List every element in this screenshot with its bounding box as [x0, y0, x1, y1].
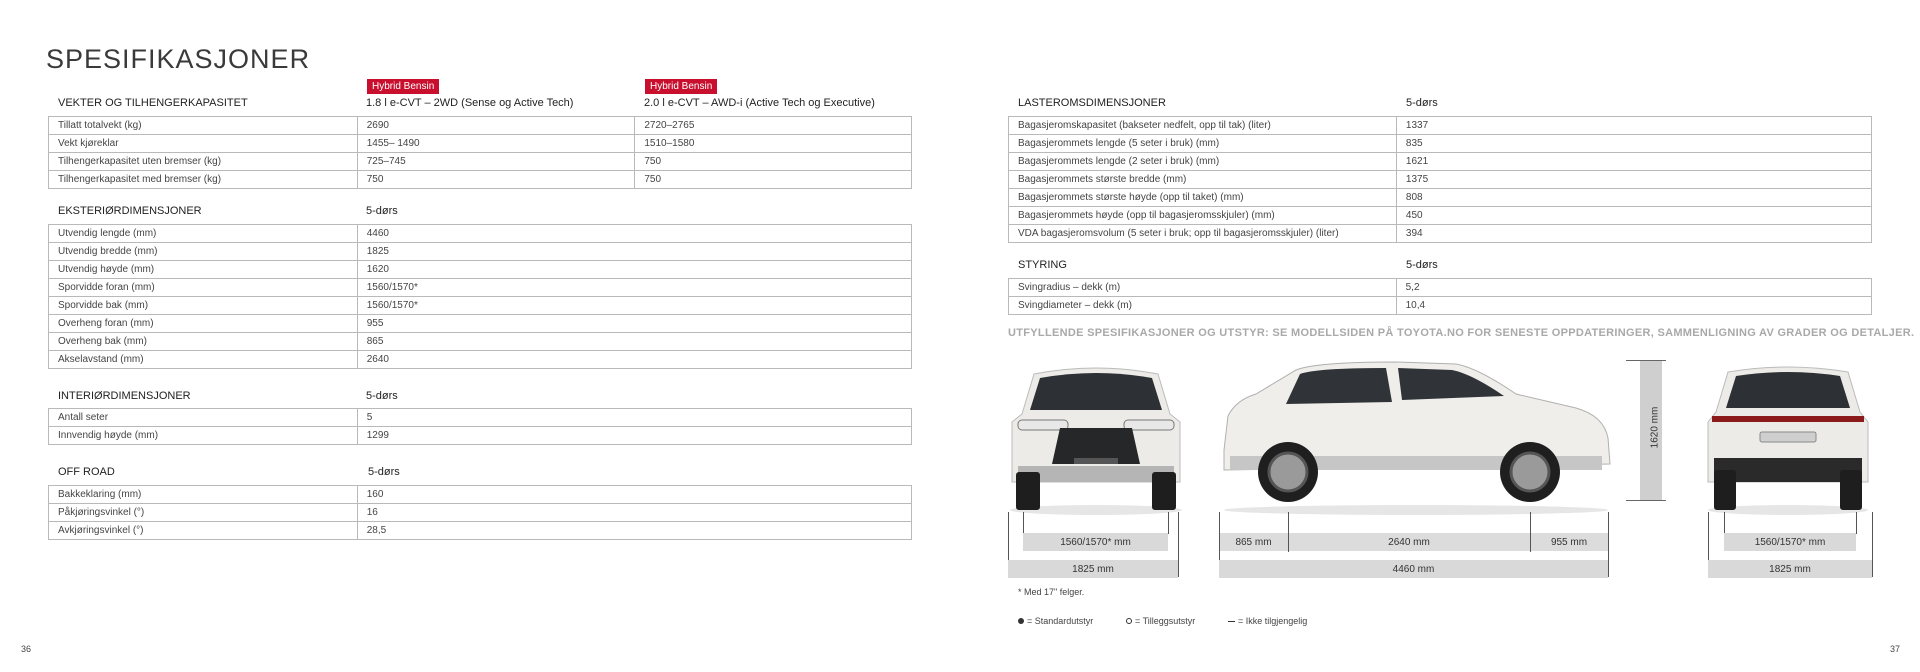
length-bar: 4460 mm — [1219, 560, 1608, 578]
rear-track-right-line — [1856, 512, 1857, 534]
row-label: Innvendig høyde (mm) — [49, 427, 358, 445]
row-label: Utvendig lengde (mm) — [49, 225, 358, 243]
table-row — [49, 522, 912, 540]
table-row — [49, 171, 912, 189]
hollow-dot-icon — [1126, 618, 1132, 624]
row-label: Bagasjerommets største bredde (mm) — [1009, 171, 1397, 189]
steering-table — [1008, 278, 1872, 315]
front-width-bar: 1825 mm — [1008, 560, 1178, 578]
row-value: 1455– 1490 — [357, 135, 635, 153]
row-label: Tilhengerkapasitet med bremser (kg) — [49, 171, 358, 189]
row-value: 808 — [1396, 189, 1871, 207]
row-label: Bakkeklaring (mm) — [49, 486, 358, 504]
car-side-view-image — [1216, 360, 1616, 516]
row-value: 10,4 — [1396, 297, 1871, 315]
row-value: 1337 — [1396, 117, 1871, 135]
car-rear-view-image — [1704, 362, 1872, 516]
legend-optional — [1126, 616, 1195, 626]
front-track-bar: 1560/1570* mm — [1023, 533, 1168, 551]
weights-heading: VEKTER OG TILHENGERKAPASITET — [58, 97, 248, 109]
table-row — [1009, 135, 1872, 153]
table-row — [49, 153, 912, 171]
table-row — [1009, 153, 1872, 171]
row-label: Bagasjerommets største høyde (opp til taket) (mm) — [1009, 189, 1397, 207]
page-number-left: 36 — [21, 644, 32, 654]
legend-optional-label: = Tilleggsutstyr — [1135, 616, 1196, 626]
page-title: SPESIFIKASJONER — [46, 44, 311, 74]
row-value: 750 — [635, 153, 912, 171]
table-row — [49, 225, 912, 243]
legend-standard-label: = Standardutstyr — [1027, 616, 1094, 626]
row-value: 2720–2765 — [635, 117, 912, 135]
row-value: 865 — [357, 333, 911, 351]
cargo-heading: LASTEROMSDIMENSJONER — [1018, 97, 1166, 109]
row-value: 750 — [357, 171, 635, 189]
wheelbase-label: 2640 mm — [1388, 537, 1430, 548]
steering-heading: STYRING — [1018, 259, 1067, 271]
table-row — [49, 351, 912, 369]
row-value: 160 — [357, 486, 911, 504]
row-value: 1621 — [1396, 153, 1871, 171]
table-row — [49, 486, 912, 504]
weights-table — [48, 116, 912, 189]
footnote: * Med 17" felger. — [1018, 587, 1085, 597]
row-value: 725–745 — [357, 153, 635, 171]
row-label: Sporvidde foran (mm) — [49, 279, 358, 297]
front-track-left-line — [1023, 512, 1024, 534]
table-row — [49, 261, 912, 279]
row-value: 1299 — [357, 427, 911, 445]
row-label: Overheng foran (mm) — [49, 315, 358, 333]
rear-width-right-line — [1872, 512, 1873, 577]
row-value: 955 — [357, 315, 911, 333]
row-label: Bagasjerommets lengde (5 seter i bruk) (mm) — [1009, 135, 1397, 153]
table-row — [49, 117, 912, 135]
row-value: 16 — [357, 504, 911, 522]
row-label: VDA bagasjeromsvolum (5 seter i bruk; opp til bagasjeromsskjuler) (liter) — [1009, 225, 1397, 243]
front-track-right-line — [1168, 512, 1169, 534]
exterior-table — [48, 224, 912, 369]
row-label: Antall seter — [49, 409, 358, 427]
table-row — [49, 409, 912, 427]
table-row — [49, 427, 912, 445]
exterior-heading: EKSTERIØRDIMENSJONER — [58, 205, 202, 217]
row-value: 1560/1570* — [357, 279, 911, 297]
interior-col-heading: 5-dørs — [366, 390, 398, 402]
row-label: Bagasjeromskapasitet (bakseter nedfelt, opp til tak) (liter) — [1009, 117, 1397, 135]
row-label: Tilhengerkapasitet uten bremser (kg) — [49, 153, 358, 171]
row-value: 28,5 — [357, 522, 911, 540]
height-tick-bottom — [1626, 500, 1666, 501]
row-value: 1620 — [357, 261, 911, 279]
row-value: 5 — [357, 409, 911, 427]
row-label: Utvendig høyde (mm) — [49, 261, 358, 279]
table-row — [49, 315, 912, 333]
offroad-table — [48, 485, 912, 540]
row-value: 1825 — [357, 243, 911, 261]
car-front-view-image — [1004, 362, 1188, 516]
more-info-banner: UTFYLLENDE SPESIFIKASJONER OG UTSTYR: SE MODELLSIDEN PÅ TOYOTA.NO FOR SENESTE OPPDATERINGER, SAMMENLIGNING AV GRADER OG DETALJER. — [1008, 327, 1915, 339]
row-label: Bagasjerommets lengde (2 seter i bruk) (mm) — [1009, 153, 1397, 171]
table-row — [49, 279, 912, 297]
legend-unavailable — [1228, 616, 1307, 626]
exterior-col-heading: 5-dørs — [366, 205, 398, 217]
hybrid-badge-1: Hybrid Bensin — [367, 79, 439, 94]
table-row — [49, 333, 912, 351]
row-label: Vekt kjøreklar — [49, 135, 358, 153]
row-value: 5,2 — [1396, 279, 1871, 297]
row-label: Akselavstand (mm) — [49, 351, 358, 369]
page-number-right: 37 — [1890, 644, 1901, 654]
table-row — [1009, 207, 1872, 225]
dash-icon — [1228, 621, 1235, 622]
table-row — [1009, 189, 1872, 207]
weights-col1-heading: 1.8 l e-CVT – 2WD (Sense og Active Tech) — [366, 97, 574, 109]
table-row — [1009, 279, 1872, 297]
table-row — [1009, 117, 1872, 135]
row-value: 2640 — [357, 351, 911, 369]
legend-standard — [1018, 616, 1093, 626]
row-value: 1510–1580 — [635, 135, 912, 153]
height-label: 1620 mm — [1649, 406, 1661, 449]
cargo-col-heading: 5-dørs — [1406, 97, 1438, 109]
front-width-right-line — [1178, 512, 1179, 577]
rear-width-bar: 1825 mm — [1708, 560, 1872, 578]
front-overhang-label: 955 mm — [1550, 537, 1588, 548]
row-label: Tillatt totalvekt (kg) — [49, 117, 358, 135]
row-value: 394 — [1396, 225, 1871, 243]
table-row — [49, 135, 912, 153]
height-tick-top — [1626, 360, 1666, 361]
offroad-heading: OFF ROAD — [58, 466, 115, 478]
hybrid-badge-2: Hybrid Bensin — [645, 79, 717, 94]
row-value: 1375 — [1396, 171, 1871, 189]
interior-table — [48, 408, 912, 445]
rear-track-left-line — [1724, 512, 1725, 534]
row-label: Avkjøringsvinkel (°) — [49, 522, 358, 540]
rear-track-bar: 1560/1570* mm — [1724, 533, 1856, 551]
table-row — [1009, 171, 1872, 189]
table-row — [49, 504, 912, 522]
row-label: Påkjøringsvinkel (°) — [49, 504, 358, 522]
cargo-table — [1008, 116, 1872, 243]
row-label: Svingdiameter – dekk (m) — [1009, 297, 1397, 315]
table-row — [49, 297, 912, 315]
row-label: Svingradius – dekk (m) — [1009, 279, 1397, 297]
row-value: 450 — [1396, 207, 1871, 225]
table-row — [1009, 225, 1872, 243]
interior-heading: INTERIØRDIMENSJONER — [58, 390, 191, 402]
row-value: 835 — [1396, 135, 1871, 153]
row-label: Bagasjerommets høyde (opp til bagasjeromsskjuler) (mm) — [1009, 207, 1397, 225]
height-dimension — [1626, 360, 1666, 501]
steering-col-heading: 5-dørs — [1406, 259, 1438, 271]
table-row — [1009, 297, 1872, 315]
length-right-line — [1608, 512, 1609, 577]
row-label: Sporvidde bak (mm) — [49, 297, 358, 315]
row-value: 2690 — [357, 117, 635, 135]
row-label: Overheng bak (mm) — [49, 333, 358, 351]
row-value: 4460 — [357, 225, 911, 243]
weights-col2-heading: 2.0 l e-CVT – AWD-i (Active Tech og Executive) — [644, 97, 875, 109]
legend-unavailable-label: = Ikke tilgjengelig — [1238, 616, 1308, 626]
filled-dot-icon — [1018, 618, 1024, 624]
offroad-col-heading: 5-dørs — [368, 466, 400, 478]
row-label: Utvendig bredde (mm) — [49, 243, 358, 261]
row-value: 750 — [635, 171, 912, 189]
table-row — [49, 243, 912, 261]
rear-overhang-label: 865 mm — [1235, 537, 1272, 548]
row-value: 1560/1570* — [357, 297, 911, 315]
